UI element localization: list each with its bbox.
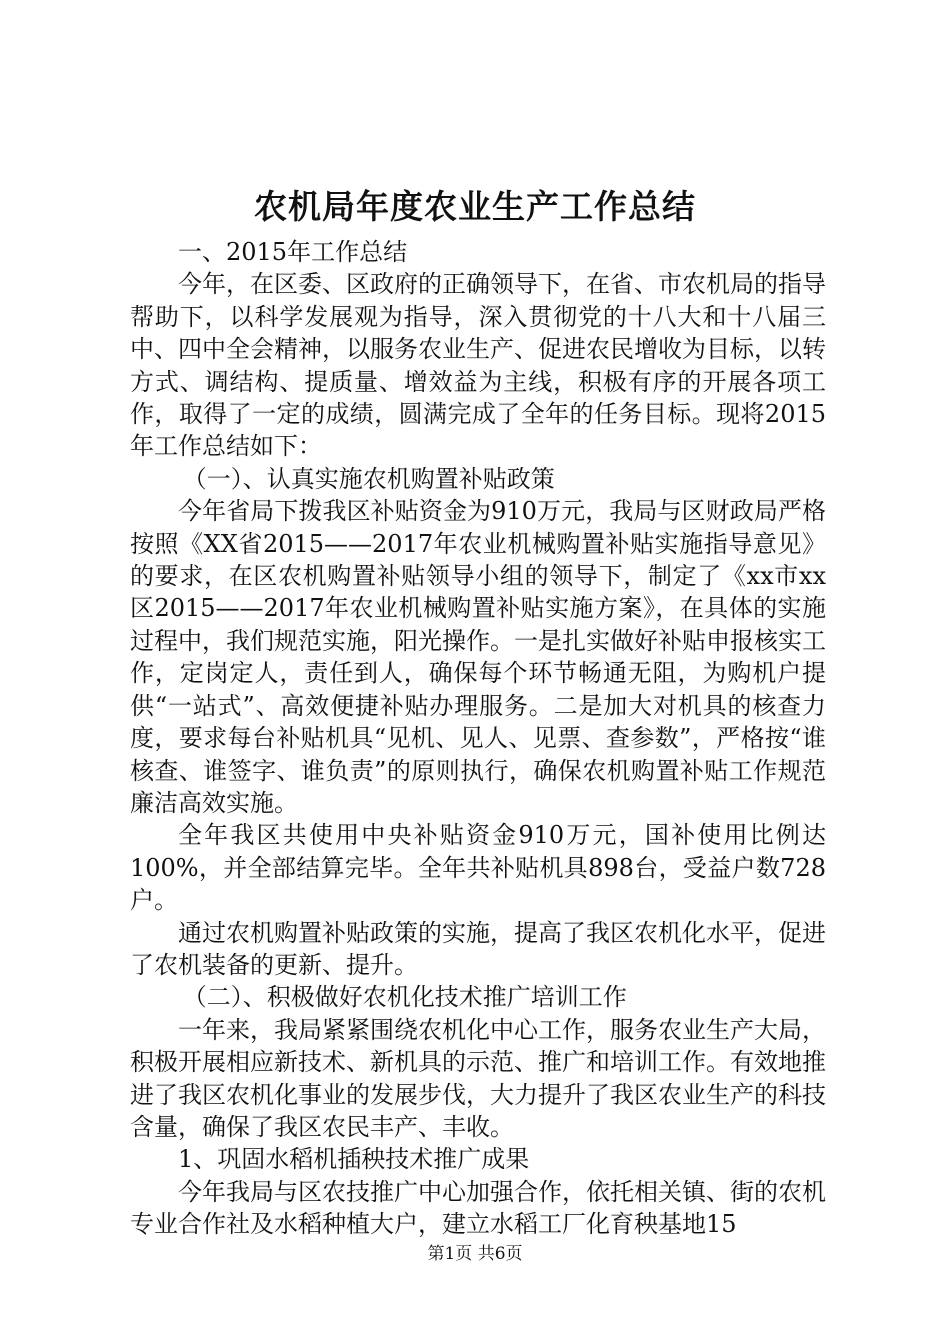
body-paragraph: 今年，在区委、区政府的正确领导下，在省、市农机局的指导帮助下，以科学发展观为指导，深入贯彻党的十八大和十八届三中、四中全会精神，以服务农业生产、促进农民增收为目标，以转方式、调结构、提质量、增效益为主线，积极有序的开展各项工作，取得了一定的成绩，圆满完成了全年的任务目标。现将2015年工作总结如下： — [130, 270, 826, 461]
section-heading: 一、2015年工作总结 — [178, 238, 408, 266]
body-paragraph: 通过农机购置补贴政策的实施，提高了我区农机化水平，促进了农机装备的更新、提升。 — [130, 918, 826, 979]
body-paragraph: 今年省局下拨我区补贴资金为910万元，我局与区财政局严格按照《XX省2015——2017年农业机械购置补贴实施指导意见》的要求，在区农机购置补贴领导小组的领导下，制定了《xx市xx区2015——2017年农业机械购置补贴实施方案》，在具体的实施过程中，我们规范实施，阳光操作。一是扎实做好补贴申报核实工作，定岗定人，责任到人，确保每个环节畅通无阻，为购机户提供“一站式”、高效便捷补贴办理服务。二是加大对机具的核查力度，要求每台补贴机具“见机、见人、见票、查参数”，严格按“谁核查、谁签字、谁负责”的原则执行，确保农机购置补贴工作规范廉洁高效实施。 — [130, 497, 826, 817]
document-title: 农机局年度农业生产工作总结 — [254, 187, 696, 226]
body-paragraph: 全年我区共使用中央补贴资金910万元，国补使用比例达100%，并全部结算完毕。全年共补贴机具898台，受益户数728户。 — [130, 821, 826, 915]
body-paragraph: 一年来，我局紧紧围绕农机化中心工作，服务农业生产大局，积极开展相应新技术、新机具的示范、推广和培训工作。有效地推进了我区农机化事业的发展步伐，大力提升了我区农业生产的科技含量，确保了我区农民丰产、丰收。 — [130, 1015, 826, 1141]
page-footer: 第1页 共6页 — [427, 1244, 523, 1264]
body-paragraph: 今年我局与区农技推广中心加强合作，依托相关镇、街的农机专业合作社及水稻种植大户，建立水稻工厂化育秧基地15 — [130, 1177, 826, 1239]
subsection-heading: （二）、积极做好农机化技术推广培训工作 — [182, 983, 627, 1012]
subsection-heading: （一）、认真实施农机购置补贴政策 — [182, 464, 555, 493]
item-heading: 1、巩固水稻机插秧技术推广成果 — [178, 1145, 530, 1174]
document-body — [130, 236, 826, 1241]
